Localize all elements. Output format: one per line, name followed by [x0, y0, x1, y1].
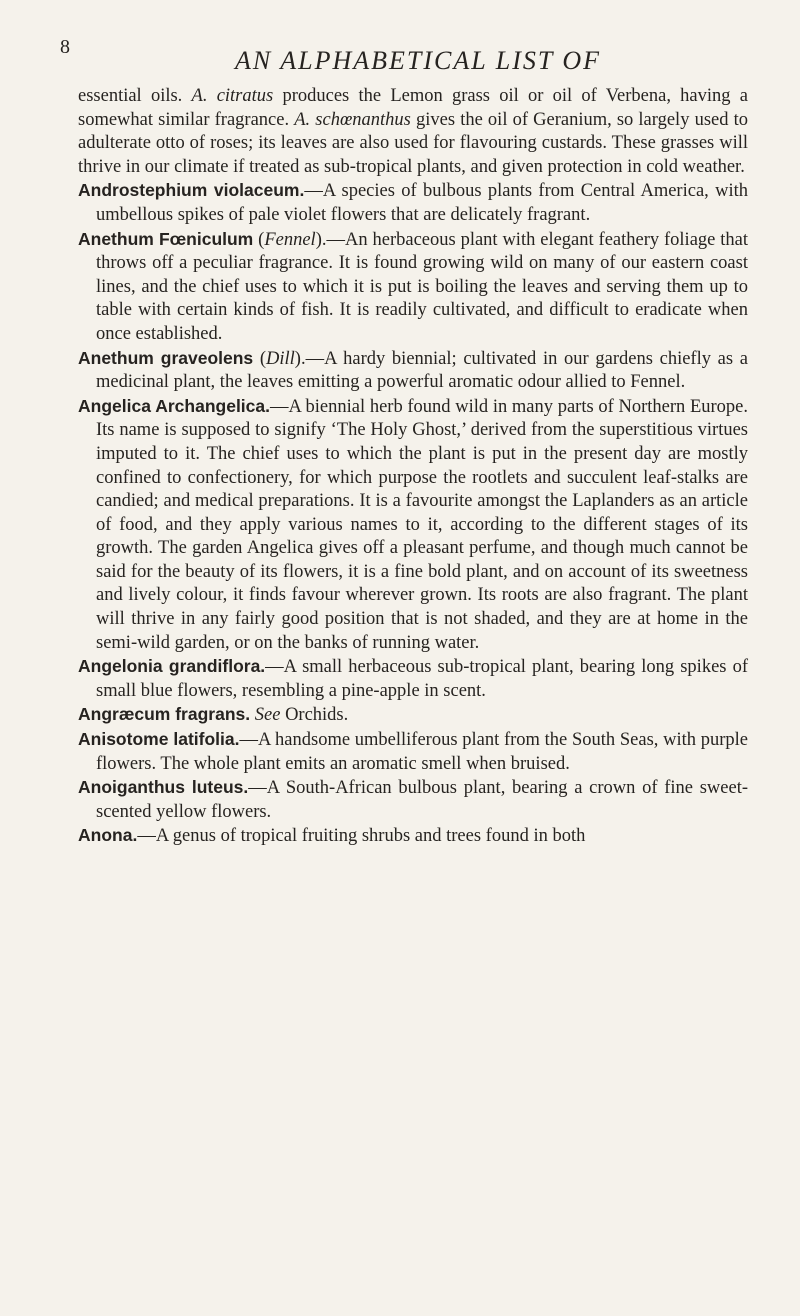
entry-anethum-graveolens: Anethum graveolens (Dill).—A hardy biennial; cultivated in our gardens chiefly as a medicinal plant, the leaves emitting a powerful aromatic odour allied to Fennel. [78, 347, 748, 393]
entry-headword: Angelonia grandiflora. [78, 656, 266, 677]
entry-text: —A handsome umbelliferous plant from the South Seas, with purple flowers. The whole plant emits an aromatic smell when bruised. [96, 730, 748, 774]
entry-text: —An herbaceous plant with elegant feathery foliage that throws off a peculiar fragrance. It is found growing wild on many of our eastern coast lines, and the chief uses to which it is put is boiling the leaves and serving them up to table with certain kinds of fish. It is readily cultivated, and difficult to eradicate when once established. [96, 229, 749, 344]
entry-angelica [78, 395, 748, 656]
entry-anona [78, 824, 748, 849]
entry-text: —A genus of tropical fruiting shrubs and trees found in both [137, 826, 586, 847]
body-text [78, 85, 748, 849]
entry-angelonia [78, 655, 748, 703]
entry-text: —A small herbaceous sub-tropical plant, bearing long spikes of small blue flowers, resembling a pine-apple in scent. [96, 657, 748, 701]
entry-headword: Anona. [78, 825, 138, 846]
page-header [60, 36, 740, 76]
entry-angraecum [78, 703, 748, 728]
entry-headword: Angelica Archangelica. [78, 395, 270, 416]
entry-text: —A hardy biennial; cultivated in our gardens chiefly as a medicinal plant, the leaves emitting a powerful aromatic odour allied to Fennel. [96, 348, 748, 393]
entry-text: —A South-African bulbous plant, bearing a crown of fine sweet-scented yellow flowers. [96, 778, 749, 822]
entry-headword: Angræcum fragrans. [78, 704, 251, 725]
entry-headword: Anethum graveolens [78, 347, 254, 368]
entry-anisotome [78, 728, 748, 776]
entry-anethum-foeniculum: Anethum Fœniculum (Fennel).—An herbaceous plant with elegant feathery foliage that throws off a peculiar fragrance. It is found growing wild on many of our eastern coast lines, and the chief uses to which it is put is boiling the leaves and serving them up to table with certain kinds of fish. It is readily cultivated, and difficult to eradicate when once established. [78, 228, 749, 344]
page-number: 8 [60, 36, 70, 58]
entry-headword: Androstephium violaceum. [78, 180, 305, 201]
entry-headword: Anisotome latifolia. [78, 729, 240, 750]
entry-headword: Anethum Fœniculum [78, 228, 254, 249]
common-name: Fennel [264, 229, 316, 250]
entry-text: —A species of bulbous plants from Central America, with umbellous spikes of pale violet flowers that are delicately fragrant. [96, 181, 748, 225]
species-name: A. schœnanthus [294, 109, 411, 130]
entry-anoiganthus [78, 776, 748, 824]
see-reference: See [254, 705, 281, 726]
continuation-paragraph: essential oils. A. citratus produces the Lemon grass oil or oil of Verbena, having a somewhat similar fragrance. A. schœnanthus gives the oil of Geranium, so largely used to adulterate otto of roses; its leaves are also used for flavouring custards. These grasses will thrive in our climate if treated as sub-tropical plants, and given protection in cold weather. [78, 86, 749, 177]
common-name: Dill [266, 348, 295, 369]
species-name: A. citratus [191, 86, 274, 106]
entry-headword: Anoiganthus luteus. [78, 777, 249, 798]
entry-androstephium [78, 179, 748, 227]
entry-text: —A biennial herb found wild in many parts of Northern Europe. Its name is supposed to signify ‘The Holy Ghost,’ derived from the superstitious virtues imputed to it. The chief uses to which the plant is put in the present day are mostly confined to confectionery, for which purpose the rootlets and succulent leaf-stalks are candied; and medical preparations. It is a favourite amongst the Laplanders as an article of food, and they apply various names to it, according to the different stages of its growth. The garden Angelica gives off a pleasant perfume, and though much cannot be said for the beauty of its flowers, it is a fine bold plant, and on account of its sweetness and lively colour, it finds favour wherever grown. Its roots are also fragrant. The plant will thrive in any fairly good position that is not shaded, and they are at home in the semi-wild garden, or on the banks of running water. [96, 396, 749, 653]
running-head: AN ALPHABETICAL LIST OF [235, 46, 601, 75]
entry-text: Orchids. [285, 705, 349, 726]
